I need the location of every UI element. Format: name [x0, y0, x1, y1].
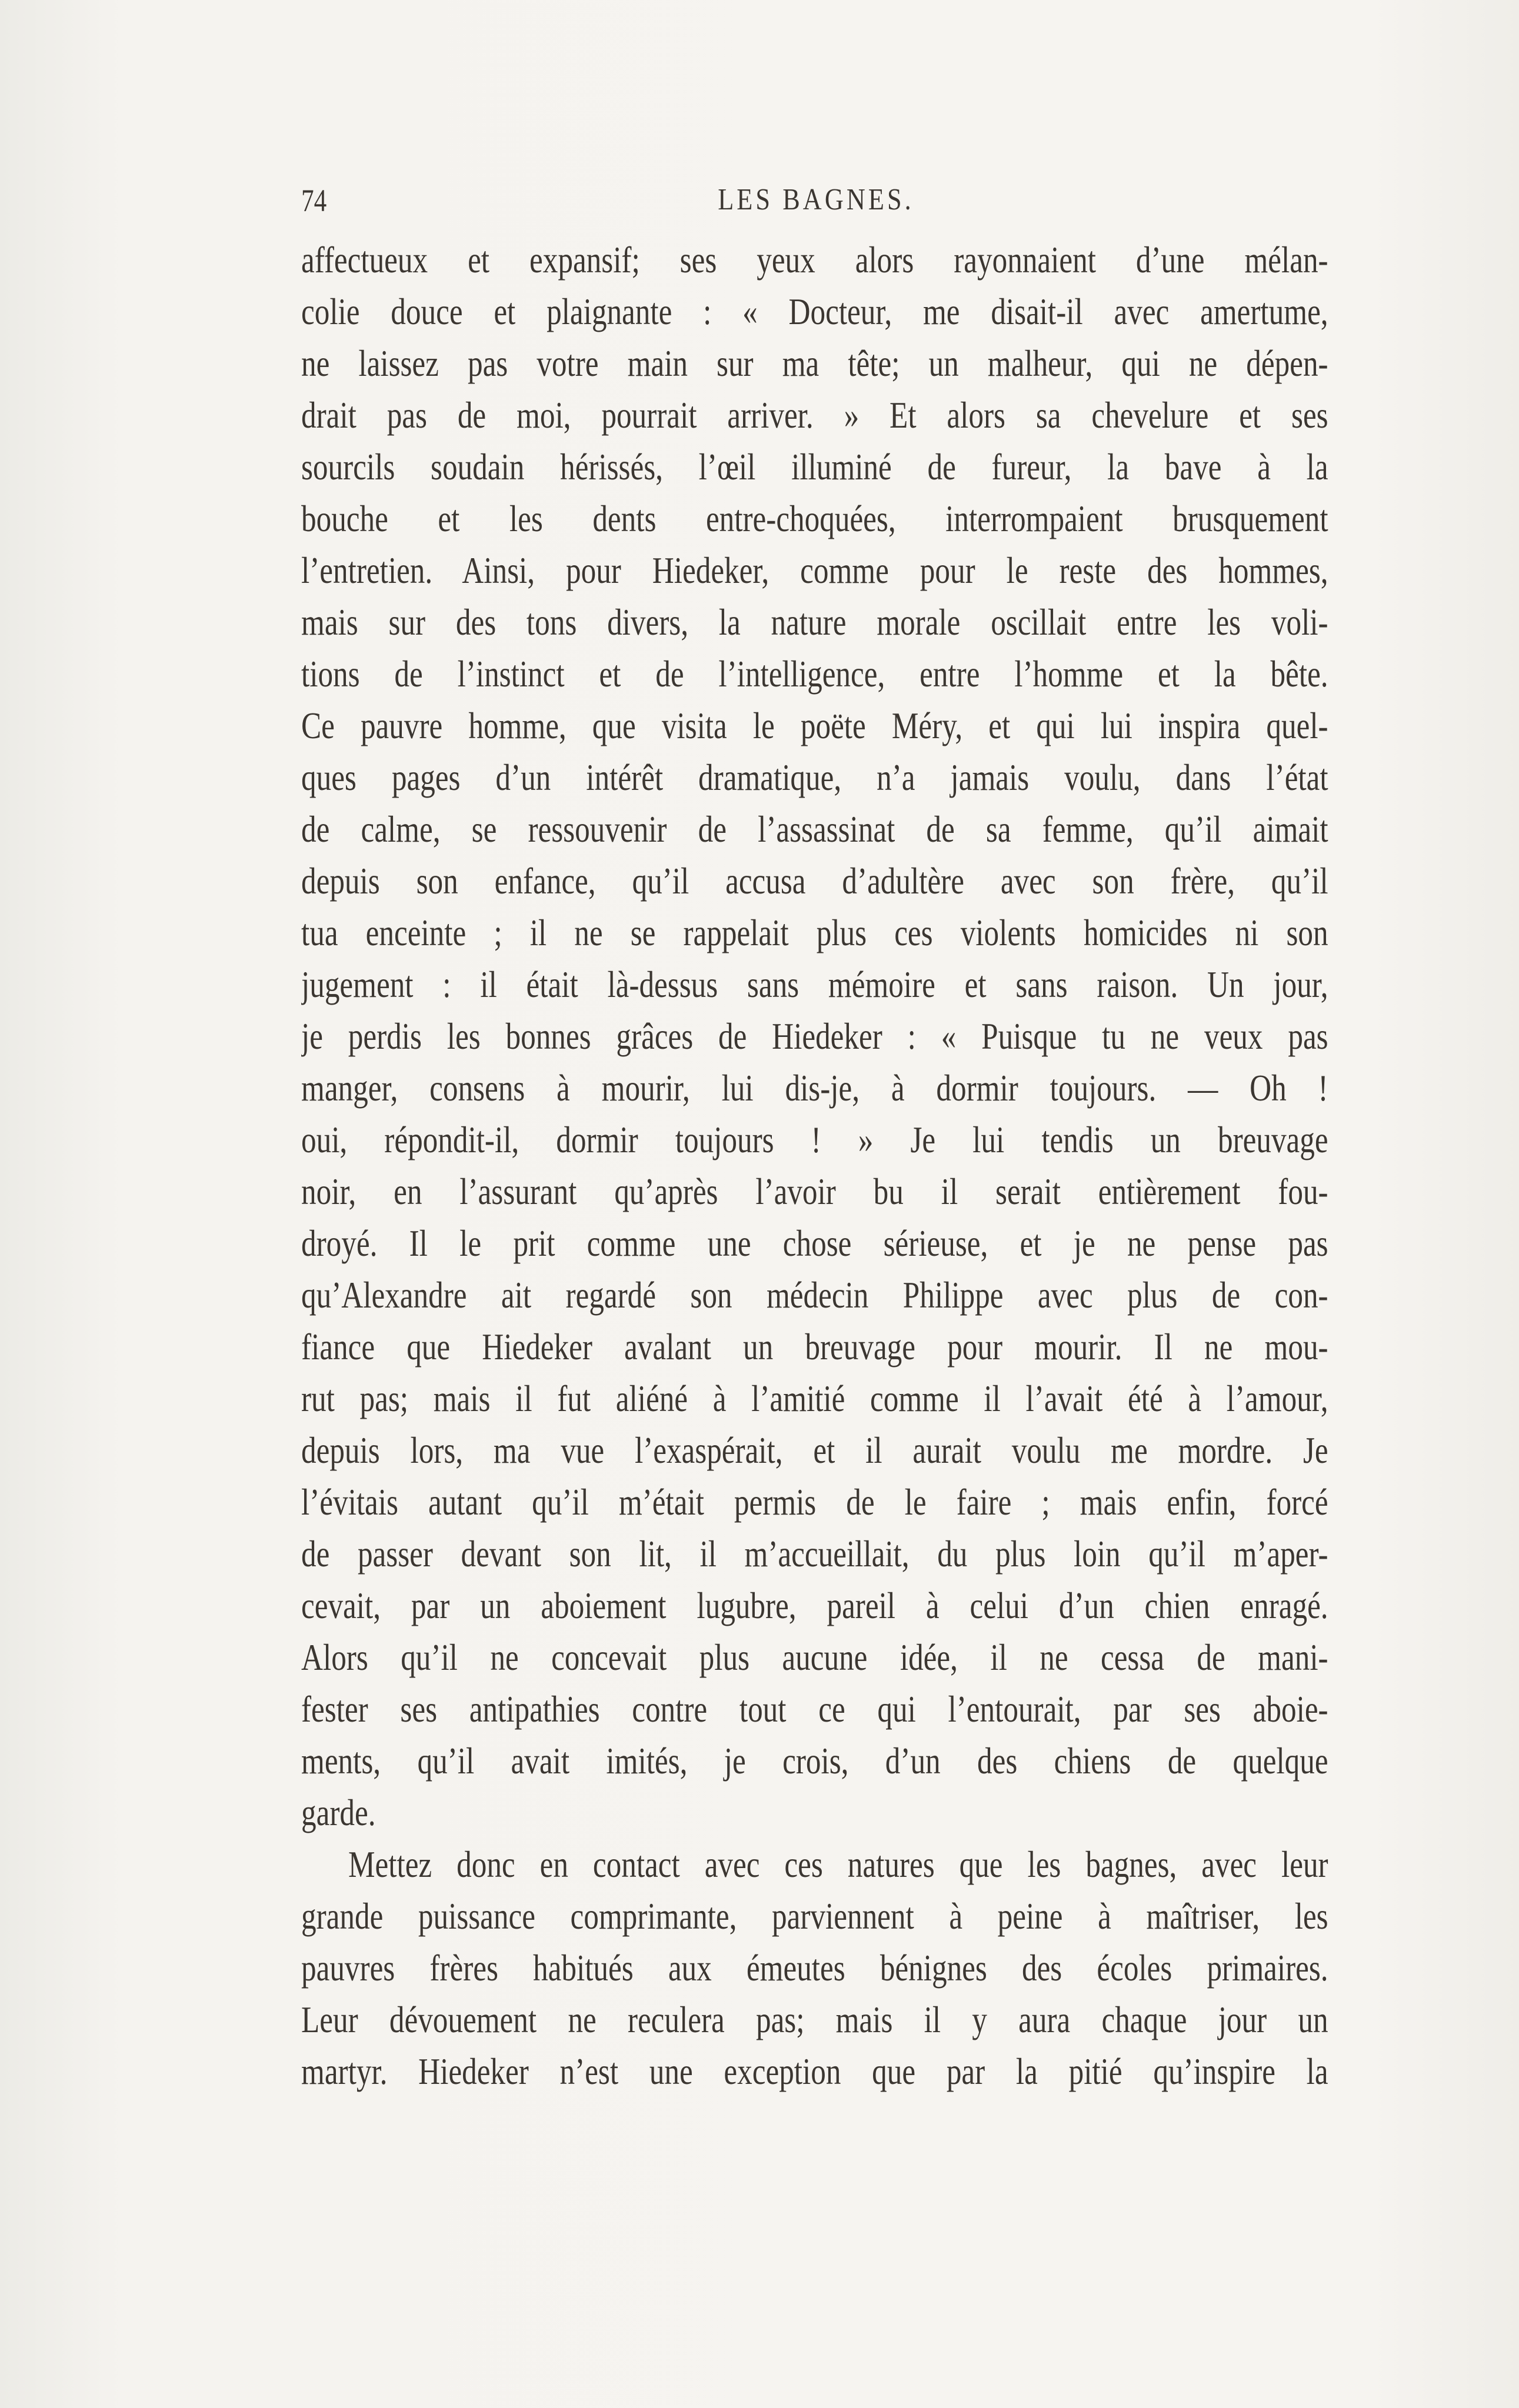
text-line: fiance que Hiedeker avalant un breuvage pour mourir. Il ne mou- [301, 1326, 1328, 1368]
text-line: colie douce et plaignante : « Docteur, me disait-il avec amertume, [301, 291, 1328, 332]
text-line: cevait, par un aboiement lugubre, pareil à celui d’un chien enragé. [301, 1585, 1328, 1626]
text-line: ments, qu’il avait imités, je crois, d’un des chiens de quelque [301, 1740, 1328, 1782]
page-header [301, 182, 1331, 224]
text-line: l’évitais autant qu’il m’était permis de le faire ; mais enfin, forcé [301, 1481, 1328, 1523]
text-line: Mettez donc en contact avec ces natures que les bagnes, avec leur [348, 1843, 1328, 1885]
text-line: depuis son enfance, qu’il accusa d’adultère avec son frère, qu’il [301, 860, 1328, 902]
text-line: manger, consens à mourir, lui dis-je, à dormir toujours. — Oh ! [301, 1067, 1328, 1109]
text-line: martyr. Hiedeker n’est une exception que par la pitié qu’inspire la [301, 2050, 1328, 2092]
text-line: affectueux et expansif; ses yeux alors rayonnaient d’une mélan- [301, 239, 1328, 281]
text-line: de passer devant son lit, il m’accueillait, du plus loin qu’il m’aper- [301, 1533, 1328, 1575]
text-line: sourcils soudain hérissés, l’œil illuminé de fureur, la bave à la [301, 446, 1328, 488]
text-line: oui, répondit-il, dormir toujours ! » Je lui tendis un breuvage [301, 1119, 1328, 1160]
text-line: garde. [301, 1792, 376, 1833]
text-line: l’entretien. Ainsi, pour Hiedeker, comme pour le reste des hommes, [301, 549, 1328, 591]
text-line: depuis lors, ma vue l’exaspérait, et il aurait voulu me mordre. Je [301, 1429, 1328, 1471]
text-line: Ce pauvre homme, que visita le poëte Méry, et qui lui inspira quel- [301, 705, 1328, 746]
text-line: ques pages d’un intérêt dramatique, n’a jamais voulu, dans l’état [301, 756, 1328, 798]
text-line: pauvres frères habitués aux émeutes bénignes des écoles primaires. [301, 1947, 1328, 1989]
text-line: fester ses antipathies contre tout ce qui l’entourait, par ses aboie- [301, 1688, 1328, 1730]
body-text [301, 234, 1328, 2097]
running-title: LES BAGNES. [718, 183, 914, 216]
text-line: tua enceinte ; il ne se rappelait plus ces violents homicides ni son [301, 912, 1328, 953]
text-line: bouche et les dents entre-choquées, interrompaient brusquement [301, 498, 1328, 539]
text-line: Leur dévouement ne reculera pas; mais il y aura chaque jour un [301, 1999, 1328, 2040]
text-line: Alors qu’il ne concevait plus aucune idée, il ne cessa de mani- [301, 1636, 1328, 1678]
text-line: qu’Alexandre ait regardé son médecin Philippe avec plus de con- [301, 1274, 1328, 1316]
text-line: rut pas; mais il fut aliéné à l’amitié comme il l’avait été à l’amour, [301, 1378, 1328, 1419]
text-line: jugement : il était là-dessus sans mémoire et sans raison. Un jour, [301, 963, 1328, 1005]
text-line: je perdis les bonnes grâces de Hiedeker : « Puisque tu ne veux pas [301, 1015, 1328, 1057]
text-line: tions de l’instinct et de l’intelligence, entre l’homme et la bête. [301, 653, 1328, 695]
text-line: noir, en l’assurant qu’après l’avoir bu il serait entièrement fou- [301, 1170, 1328, 1212]
text-line: ne laissez pas votre main sur ma tête; un malheur, qui ne dépen- [301, 342, 1328, 384]
text-line: droyé. Il le prit comme une chose sérieuse, et je ne pense pas [301, 1222, 1328, 1264]
text-line: grande puissance comprimante, parviennent à peine à maîtriser, les [301, 1895, 1328, 1937]
page-number: 74 [301, 183, 327, 218]
text-line: de calme, se ressouvenir de l’assassinat de sa femme, qu’il aimait [301, 808, 1328, 850]
text-line: mais sur des tons divers, la nature morale oscillait entre les voli- [301, 601, 1328, 643]
text-line: drait pas de moi, pourrait arriver. » Et alors sa chevelure et ses [301, 394, 1328, 436]
